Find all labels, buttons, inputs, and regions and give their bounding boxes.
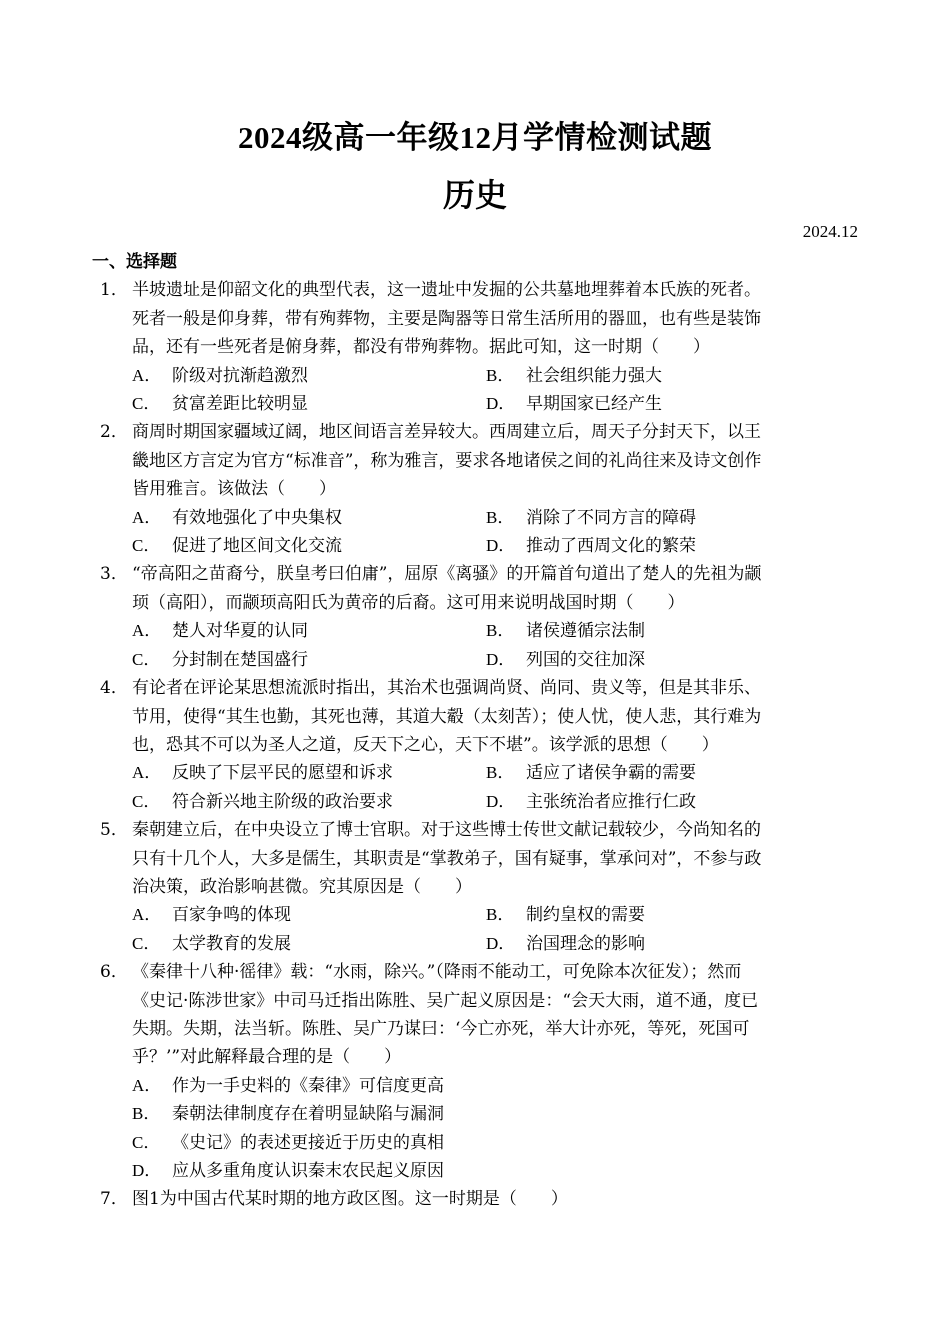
stem-line: 品，还有一些死者是俯身葬，都没有带殉葬物。据此可知，这一时期（ ） bbox=[132, 337, 710, 358]
option-c: C． 分封制在楚国盛行 bbox=[132, 649, 308, 670]
exam-title: 2024级高一年级12月学情检测试题 bbox=[238, 120, 712, 155]
question-5 bbox=[92, 816, 860, 958]
option-a: A． 有效地强化了中央集权 bbox=[132, 507, 342, 528]
question-1 bbox=[92, 276, 860, 418]
option-a: A． 反映了下层平民的愿望和诉求 bbox=[132, 763, 393, 784]
option-b: B． 社会组织能力强大 bbox=[486, 365, 662, 386]
stem-line: “帝高阳之苗裔兮，朕皇考曰伯庸”，屈原《离骚》的开篇首句道出了楚人的先祖为颛 bbox=[132, 564, 762, 585]
question-stem bbox=[92, 816, 860, 901]
question-6 bbox=[92, 958, 860, 1185]
option-d: D． 推动了西周文化的繁荣 bbox=[486, 536, 696, 557]
stem-line: 失期。失期，法当斩。陈胜、吴广乃谋曰：‘今亡亦死，举大计亦死，等死，死国可 bbox=[132, 1018, 750, 1039]
option-d: D． 治国理念的影响 bbox=[486, 933, 645, 954]
option-a: A． 百家争鸣的体现 bbox=[132, 905, 291, 926]
option-a: A． 楚人对华夏的认同 bbox=[132, 621, 308, 642]
option-c: C． 贫富差距比较明显 bbox=[132, 394, 308, 415]
option-d: D． 主张统治者应推行仁政 bbox=[486, 791, 696, 812]
option-b: B． 制约皇权的需要 bbox=[486, 905, 645, 926]
question-stem bbox=[92, 276, 860, 361]
option-d: D． 早期国家已经产生 bbox=[486, 394, 662, 415]
question-7 bbox=[92, 1185, 860, 1213]
stem-line: 乎？’”对此解释最合理的是（ ） bbox=[132, 1047, 402, 1068]
question-number: 6． bbox=[100, 962, 128, 983]
option-d: D． 列国的交往加深 bbox=[486, 649, 645, 670]
exam-date: 2024.12 bbox=[802, 222, 858, 241]
stem-line: 商周时期国家疆域辽阔，地区间语言差异较大。西周建立后，周天子分封天下，以王 bbox=[132, 422, 761, 443]
question-stem bbox=[92, 418, 860, 503]
question-number: 3． bbox=[100, 564, 128, 585]
question-number: 7． bbox=[100, 1189, 128, 1210]
question-number: 1． bbox=[100, 280, 128, 301]
stem-line: 《史记·陈涉世家》中司马迁指出陈胜、吴广起义原因是：“会天大雨，道不通，度已 bbox=[132, 990, 759, 1011]
question-stem bbox=[92, 560, 860, 617]
stem-line: 也，恐其不可以为圣人之道，反天下之心，天下不堪”。该学派的思想（ ） bbox=[132, 734, 719, 755]
stem-line: 秦朝建立后，在中央设立了博士官职。对于这些博士传世文献记载较少，今尚知名的 bbox=[132, 820, 761, 841]
stem-line: 节用，使得“其生也勤，其死也薄，其道大觳（太刻苦）；使人忧，使人悲，其行难为 bbox=[132, 706, 762, 727]
stem-line: 皆用雅言。该做法（ ） bbox=[132, 479, 336, 500]
option-b: B． 消除了不同方言的障碍 bbox=[486, 507, 696, 528]
option-b: B． 秦朝法律制度存在着明显缺陷与漏洞 bbox=[132, 1104, 444, 1125]
option-d: D． 应从多重角度认识秦末农民起义原因 bbox=[132, 1161, 444, 1181]
question-4 bbox=[92, 674, 860, 816]
question-number: 5． bbox=[100, 820, 128, 841]
option-c: C． 符合新兴地主阶级的政治要求 bbox=[132, 791, 393, 812]
option-c: C． 《史记》的表述更接近于历史的真相 bbox=[132, 1132, 444, 1153]
exam-content bbox=[92, 248, 860, 1214]
stem-line: 顼（高阳），而颛顼高阳氏为黄帝的后裔。这可用来说明战国时期（ ） bbox=[132, 592, 685, 613]
question-2 bbox=[92, 418, 860, 560]
stem-line: 图1为中国古代某时期的地方政区图。这一时期是（ ） bbox=[132, 1189, 568, 1210]
stem-line: 半坡遗址是仰韶文化的典型代表，这一遗址中发掘的公共墓地埋葬着本氏族的死者。 bbox=[132, 280, 761, 301]
stem-line: 只有十几个人，大多是儒生，其职责是“掌教弟子，国有疑事，掌承问对”，不参与政 bbox=[132, 848, 762, 869]
question-3 bbox=[92, 560, 860, 674]
option-b: B． 适应了诸侯争霸的需要 bbox=[486, 763, 696, 784]
option-a: A． 阶级对抗渐趋激烈 bbox=[132, 365, 308, 386]
question-number: 2． bbox=[100, 422, 128, 443]
question-number: 4． bbox=[100, 678, 128, 699]
stem-line: 有论者在评论某思想流派时指出，其治术也强调尚贤、尚同、贵义等，但是其非乐、 bbox=[132, 678, 761, 699]
exam-subject: 历史 bbox=[442, 176, 507, 214]
option-a: A． 作为一手史料的《秦律》可信度更高 bbox=[132, 1075, 444, 1096]
section-heading: 一、选择题 bbox=[92, 252, 177, 272]
question-stem bbox=[92, 674, 860, 759]
option-b: B． 诸侯遵循宗法制 bbox=[486, 621, 645, 642]
question-stem bbox=[92, 958, 860, 1072]
stem-line: 治决策，政治影响甚微。究其原因是（ ） bbox=[132, 876, 472, 897]
question-stem bbox=[92, 1185, 860, 1213]
stem-line: 《秦律十八种·徭律》载：“水雨，除兴。”（降雨不能动工，可免除本次征发）；然而 bbox=[132, 962, 742, 983]
option-c: C． 促进了地区间文化交流 bbox=[132, 536, 342, 557]
option-c: C． 太学教育的发展 bbox=[132, 933, 291, 954]
stem-line: 畿地区方言定为官方“标准音”，称为雅言，要求各地诸侯之间的礼尚往来及诗文创作 bbox=[132, 450, 762, 471]
stem-line: 死者一般是仰身葬，带有殉葬物，主要是陶器等日常生活所用的器皿，也有些是装饰 bbox=[132, 308, 761, 329]
